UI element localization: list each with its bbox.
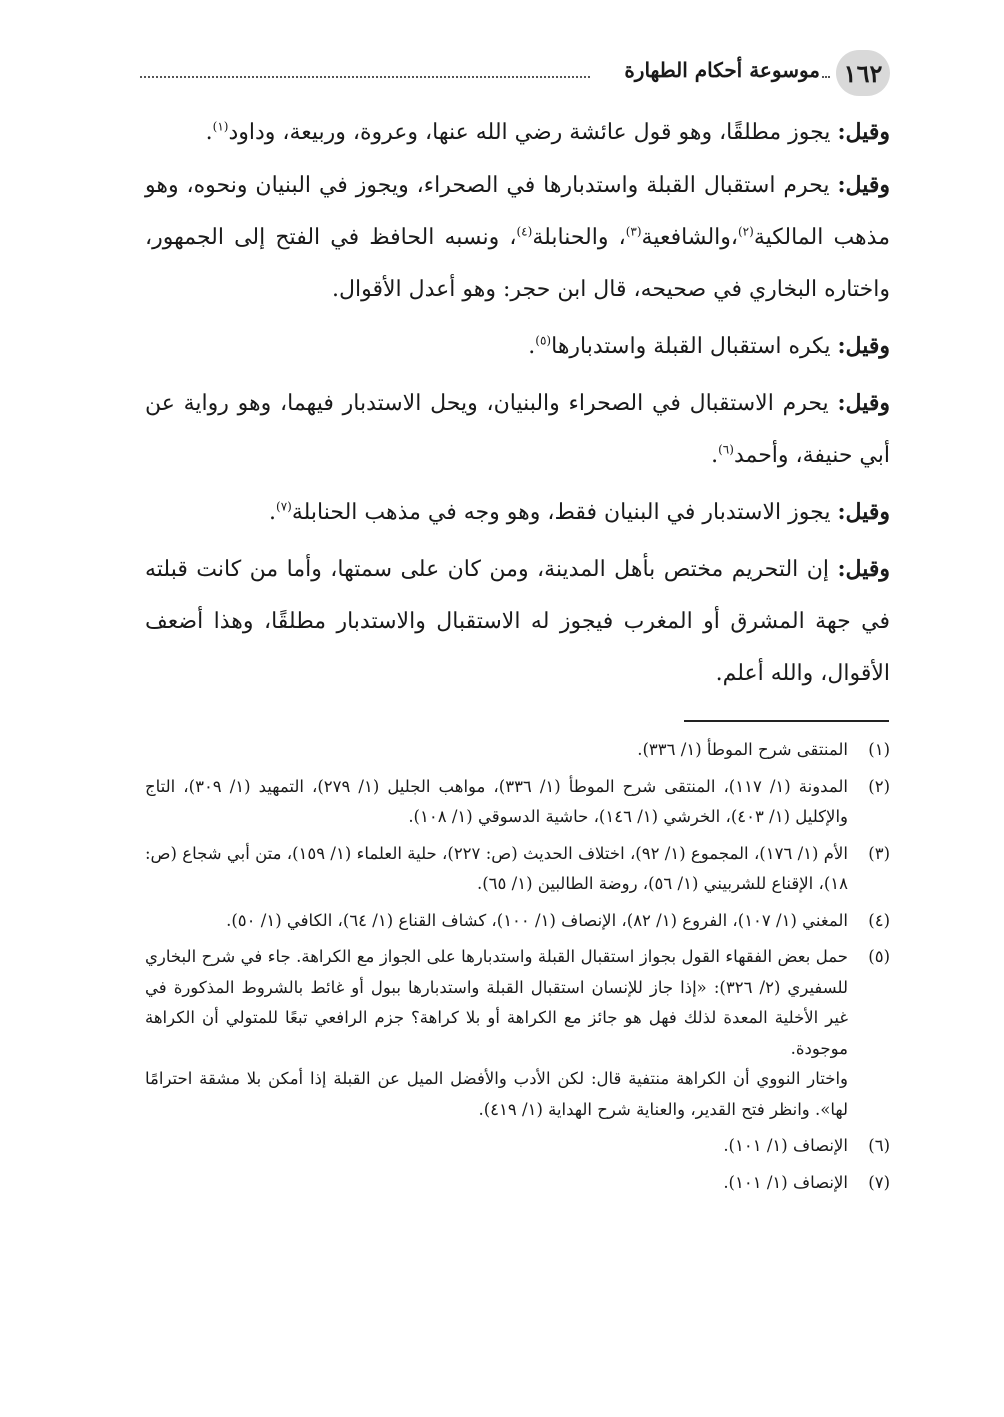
running-title: موسوعة أحكام الطهارة [624,58,820,82]
footnote-3 [145,839,890,900]
paragraph-4 [145,377,890,482]
footnote-number: (٧) [868,1172,890,1192]
paragraph-text: ، ونسبه الحافظ في الفتح إلى الجمهور، واختاره البخاري في صحيحه، قال ابن حجر: وهو أعدل الأقوال. [145,225,890,302]
paragraph-label: وقيل: [837,333,890,359]
dotted-leader [140,76,590,78]
page-header [140,44,890,100]
footnote-number: (٣) [868,843,890,863]
footnote-ref: (٣) [625,224,642,239]
paragraph-text: ،والشافعية [641,225,738,250]
paragraph-text: يجوز مطلقًا، وهو قول عائشة رضي الله عنها، وعروة، وربيعة، وداود [228,120,838,145]
footnote-ref: (١) [212,119,229,134]
punctuation: . [269,500,276,525]
footnote-6 [145,1131,890,1162]
footnote-ref: (٧) [276,499,292,514]
footnote-text: حمل بعض الفقهاء القول بجواز استقبال القبلة واستدبارها على الجواز مع الكراهة. جاء في شرح البخاري للسفيري (٢/ ٣٢٦): «إذا جاز للإنسان استقبال القبلة واستدبارها ببول أو غائط بالشروط المذكورة في غير الأخلية المعدة لذلك فهل هو جائز مع الكراهة أو بلا كراهة؟ جزم الرافعي تبعًا للمتولي أن الكراهة موجودة. [145,947,848,1058]
paragraph-label: وقيل: [837,499,890,525]
footnote-separator [684,720,889,722]
footnote-5 [145,942,890,1125]
paragraph-5 [145,486,890,539]
paragraph-label: وقيل: [837,390,890,416]
footnote-ref: (٢) [737,224,754,239]
footnote-7 [145,1168,890,1199]
punctuation: . [205,120,213,145]
paragraph-label: وقيل: [837,556,890,582]
page-number: ١٦٢ [836,50,890,96]
paragraph-text: يحرم الاستقبال في الصحراء والبنيان، ويحل الاستدبار فيهما، وهو رواية عن أبي حنيفة، وأحمد [145,391,890,468]
main-text [145,106,890,700]
footnote-text: المدونة (١/ ١١٧)، المنتقى شرح الموطأ (١/ ٣٣٦)، مواهب الجليل (١/ ٢٧٩)، التمهيد (١/ ٣٠٩)، التاج والإكليل (١/ ٤٠٣)، الخرشي (١/ ١٤٦)، حاشية الدسوقي (١/ ١٠٨). [145,776,848,826]
footnote-text: المغني (١/ ١٠٧)، الفروع (١/ ٨٢)، الإنصاف (١/ ١٠٠)، كشاف القناع (١/ ٦٤)، الكافي (١/ ٥٠). [226,910,848,930]
footnote-4 [145,906,890,937]
footnote-1 [145,735,890,766]
footnote-number: (٤) [868,910,890,930]
paragraph-6 [145,543,890,700]
dotted-leader-short [822,76,830,78]
paragraph-3 [145,320,890,373]
footnote-ref: (٦) [718,442,734,457]
footnotes [145,735,890,1204]
footnote-number: (٥) [868,947,890,966]
paragraph-text: ، والحنابلة [532,225,626,250]
footnote-text: الأم (١/ ١٧٦)، المجموع (١/ ٩٢)، اختلاف الحديث (ص: ٢٢٧)، حلية العلماء (١/ ١٥٩)، متن أبي شجاع (ص: ١٨)، الإقناع للشربيني (١/ ٥٦)، روضة الطالبين (١/ ٦٥). [145,843,848,893]
footnote-text-block [145,942,848,1125]
footnote-number: (١) [868,740,890,759]
footnote-ref: (٥) [535,333,552,348]
footnote-ref: (٤) [516,224,533,239]
punctuation: . [711,443,719,468]
paragraph-label: وقيل: [837,172,890,198]
paragraph-text: يجوز الاستدبار في البنيان فقط، وهو وجه في مذهب الحنابلة [291,500,838,525]
footnote-text: الإنصاف (١/ ١٠١). [723,1172,848,1192]
footnote-2 [145,772,890,833]
footnote-text: المنتقى شرح الموطأ (١/ ٣٣٦). [637,740,848,759]
paragraph-label: وقيل: [837,119,890,145]
paragraph-text: يكره استقبال القبلة واستدبارها [551,334,838,359]
paragraph-text: إن التحريم مختص بأهل المدينة، ومن كان على سمتها، وأما من كانت قبلته في جهة المشرق أو المغرب فيجوز له الاستقبال والاستدبار مطلقًا، وهذا أضعف الأقوال، والله أعلم. [145,557,890,686]
paragraph-text: يحرم استقبال القبلة واستدبارها في الصحراء، ويجوز في البنيان ونحوه، وهو مذهب المالكية [145,173,890,250]
paragraph-1 [145,106,890,159]
footnote-number: (٦) [868,1136,890,1155]
footnote-number: (٢) [868,776,890,796]
paragraph-2 [145,159,890,316]
footnote-text-continued: واختار النووي أن الكراهة منتفية قال: لكن الأدب والأفضل الميل عن القبلة إذا أمكن بلا مشقة احترامًا لها». وانظر فتح القدير، والعناية شرح الهداية (١/ ٤١٩). [145,1069,848,1119]
footnote-text: الإنصاف (١/ ١٠١). [723,1136,848,1155]
punctuation: . [528,334,536,359]
